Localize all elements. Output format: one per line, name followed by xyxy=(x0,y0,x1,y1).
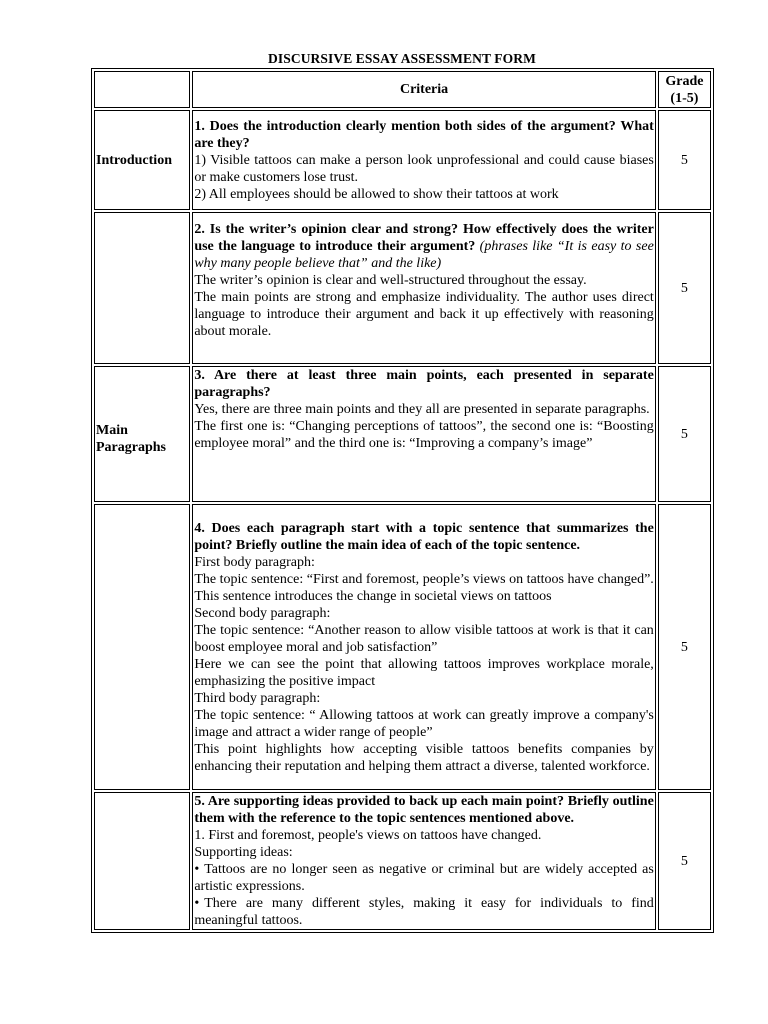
answer-line: Here we can see the point that allowing tattoos improves workplace morale, emphasizing the positive impact xyxy=(194,656,654,689)
section-label: Main Paragraphs xyxy=(94,366,190,502)
criteria-cell xyxy=(192,504,656,790)
header-grade-scale: (1-5) xyxy=(670,90,699,106)
criteria-question: 4. Does each paragraph start with a topic sentence that summarizes the point? Briefly outline the main idea of each of the topic sentence. xyxy=(194,520,654,553)
grade-value: 5 xyxy=(658,212,711,364)
answer-line: This point highlights how accepting visible tattoos benefits companies by enhancing their reputation and helping them attract a diverse, talented workforce. xyxy=(194,741,654,774)
answer-line: The topic sentence: “Another reason to allow visible tattoos at work is that it can boost employee moral and job satisfaction” xyxy=(194,622,654,655)
grade-value: 5 xyxy=(658,366,711,502)
criteria-cell xyxy=(192,110,656,210)
section-label: Introduction xyxy=(94,110,190,210)
section-label xyxy=(94,792,190,930)
section-label xyxy=(94,504,190,790)
criteria-question: 5. Are supporting ideas provided to back up each main point? Briefly outline them with the reference to the topic sentences mentioned above. xyxy=(194,794,654,826)
table-header-row xyxy=(94,71,711,108)
criteria-cell xyxy=(192,366,656,502)
header-section-cell xyxy=(94,71,190,108)
bullet-item: • There are many different styles, making it easy for individuals to find meaningful tattoos. xyxy=(194,895,654,929)
answer-line: The topic sentence: “ Allowing tattoos at work can greatly improve a company's image and attract a wider range of people” xyxy=(194,707,654,740)
criteria-cell xyxy=(192,212,656,364)
table-row xyxy=(94,504,711,790)
answer-line: The first one is: “Changing perceptions of tattoos”, the second one is: “Boosting employee moral” and the third one is: “Improving a company’s image” xyxy=(194,419,654,451)
criteria-question: 1. Does the introduction clearly mention both sides of the argument? What are they? xyxy=(194,118,654,151)
header-grade-label: Grade xyxy=(665,73,704,89)
answer-line: Yes, there are three main points and they all are presented in separate paragraphs. xyxy=(194,402,650,417)
bullet-item: • Tattoos are no longer seen as negative or criminal but are widely accepted as artistic expressions. xyxy=(194,861,654,895)
table-row xyxy=(94,110,711,210)
grade-value: 5 xyxy=(658,504,711,790)
form-title: DISCURSIVE ESSAY ASSESSMENT FORM xyxy=(268,51,536,66)
criteria-cell xyxy=(192,792,656,930)
criteria-question: 2. Is the writer’s opinion clear and strong? How effectively does the writer use the language to introduce their argument? xyxy=(194,222,654,254)
table-row xyxy=(94,212,711,364)
assessment-table xyxy=(91,68,714,933)
grade-value: 5 xyxy=(658,110,711,210)
header-grade xyxy=(658,71,711,108)
answer-line: Supporting ideas: xyxy=(194,845,293,860)
table-row xyxy=(94,366,711,502)
answer-line: 1) Visible tattoos can make a person look unprofessional and could cause biases or make customers lose trust. xyxy=(194,152,654,185)
criteria-question: 3. Are there at least three main points, each presented in separate paragraphs? xyxy=(194,368,654,400)
answer-line: Third body paragraph: xyxy=(194,690,321,706)
answer-line: The writer’s opinion is clear and well-structured throughout the essay. xyxy=(194,273,587,288)
answer-line: First body paragraph: xyxy=(194,554,315,570)
grade-value: 5 xyxy=(658,792,711,930)
answer-line: 1. First and foremost, people's views on tattoos have changed. xyxy=(194,828,542,843)
answer-line: 2) All employees should be allowed to show their tattoos at work xyxy=(194,186,559,202)
table-row xyxy=(94,792,711,930)
answer-line: The main points are strong and emphasize individuality. The author uses direct language to introduce their argument and back it up effectively with reasoning about morale. xyxy=(194,290,654,339)
criteria-question-hint: (phrases like “It is easy to see why many people believe that” and the like) xyxy=(194,239,654,271)
header-criteria: Criteria xyxy=(192,71,656,108)
section-label xyxy=(94,212,190,364)
answer-line: The topic sentence: “First and foremost, people’s views on tattoos have changed”. This sentence introduces the change in societal views on tattoos xyxy=(194,571,654,604)
answer-line: Second body paragraph: xyxy=(194,605,331,621)
